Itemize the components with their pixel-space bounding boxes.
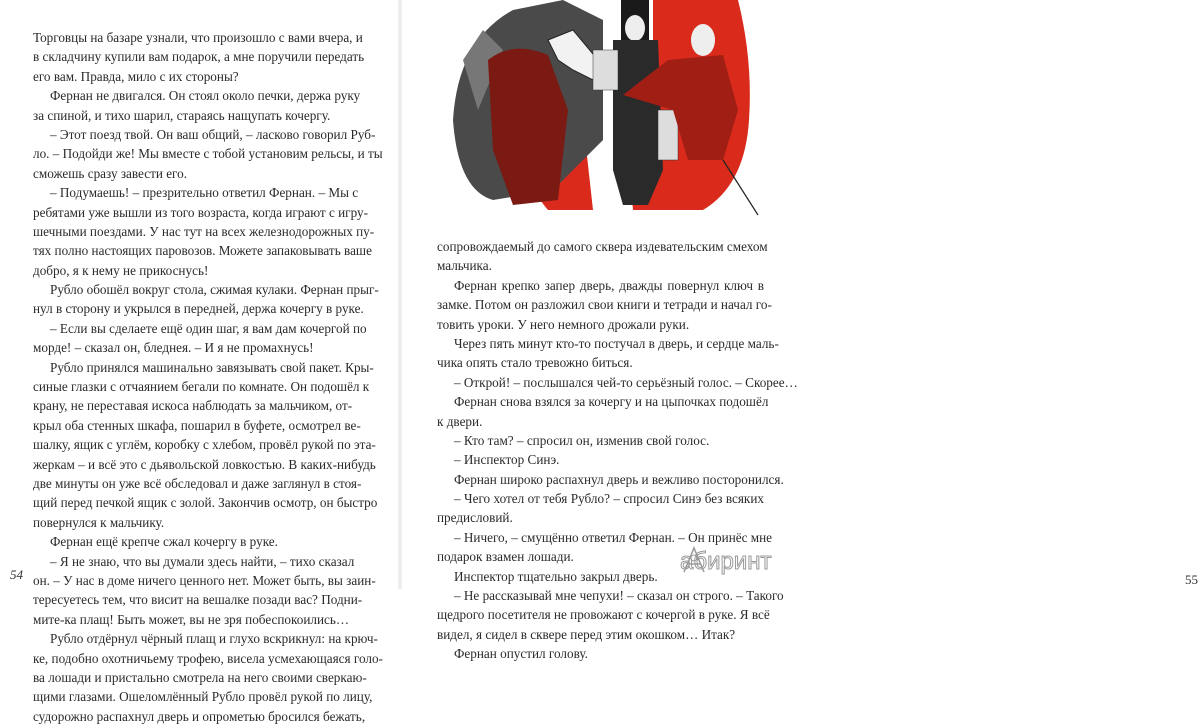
text-line: Инспектор тщательно закрыл дверь. bbox=[454, 568, 658, 584]
text-line: товить уроки. У него немного дрожали руки. bbox=[437, 316, 690, 332]
text-line: его вам. Правда, мило с их стороны? bbox=[33, 68, 239, 84]
text-line: сможешь сразу завести его. bbox=[33, 165, 188, 181]
text-line: Рубло принялся машинально завязывать свой пакет. Кры- bbox=[50, 359, 374, 375]
text-line: Фернан опустил голову. bbox=[454, 646, 588, 662]
text-line: видел, я сидел в сквере перед этим окошком… Итак? bbox=[437, 626, 736, 642]
text-line: щими глазами. Ошеломлённый Рубло провёл рукой по лицу, bbox=[33, 689, 373, 705]
text-line: – Если вы сделаете ещё один шаг, я вам дам кочергой по bbox=[50, 320, 367, 336]
text-line: Рубло отдёрнул чёрный плащ и глухо вскрикнул: на крюч- bbox=[50, 631, 378, 647]
text-line: щий перед печкой ящик с золой. Закончив осмотр, он быстро bbox=[33, 495, 378, 511]
text-line: синые глазки с отчаянием бегали по комнате. Он подошёл к bbox=[33, 379, 370, 395]
text-line: шечными поездами. У нас тут на всех железнодорожных пу- bbox=[33, 223, 375, 239]
illustration bbox=[453, 0, 773, 215]
text-line: морде! – сказал он, бледнея. – И я не промахнусь! bbox=[33, 340, 314, 356]
text-line: ке, подобно охотничьему трофею, висела усмехающаяся голо- bbox=[33, 650, 383, 666]
text-line: щедрого посетителя не провожают с кочергой в руке. Я всё bbox=[437, 607, 770, 623]
left-page-text bbox=[33, 28, 383, 726]
text-line: Рубло обошёл вокруг стола, сжимая кулаки. Фернан прыг- bbox=[50, 282, 379, 298]
text-line: ва лошади и пристально смотрела на него своими сверкаю- bbox=[33, 669, 367, 685]
text-line: Торговцы на базаре узнали, что произошло с вами вчера, и bbox=[33, 30, 363, 45]
text-line: – Этот поезд твой. Он ваш общий, – ласково говорил Руб- bbox=[50, 126, 376, 142]
right-page-text bbox=[437, 237, 798, 664]
page-number-right: 55 bbox=[1185, 572, 1198, 587]
text-line: в складчину купили вам подарок, а мне поручили передать bbox=[33, 49, 365, 65]
text-line: ло. – Подойди же! Мы вместе с тобой установим рельсы, и ты bbox=[33, 146, 383, 162]
text-line: чика опять стало тревожно биться. bbox=[437, 355, 633, 371]
text-line: две минуты он уже всё обследовал и даже заглянул в стоя- bbox=[33, 475, 362, 491]
text-line: за спиной, и тихо шарил, стараясь нащупать кочергу. bbox=[33, 107, 331, 123]
page-number-left: 54 bbox=[10, 567, 23, 582]
text-line: – Чего хотел от тебя Рубло? – спросил Синэ без всяких bbox=[454, 491, 764, 507]
text-line: предисловий. bbox=[437, 510, 513, 526]
text-line: мите-ка плащ! Быть может, вы не зря побеспокоились… bbox=[33, 611, 350, 627]
text-line: крану, не переставая искоса наблюдать за мальчиком, от- bbox=[33, 398, 353, 414]
text-line: – Ничего, – смущённо ответил Фернан. – Он принёс мне bbox=[454, 529, 773, 545]
text-line: жеркам – и всё это с дьявольской ловкостью. В каких-нибудь bbox=[33, 456, 376, 472]
text-line: Фернан снова взялся за кочергу и на цыпочках подошёл bbox=[454, 394, 769, 410]
text-line: – Инспектор Синэ. bbox=[454, 452, 560, 468]
text-line: судорожно распахнул дверь и опрометью бросился бежать, bbox=[33, 708, 366, 724]
text-line: повернулся к мальчику. bbox=[33, 514, 165, 530]
text-line: замке. Потом он разложил свои книги и тетради и начал го- bbox=[437, 297, 772, 313]
watermark-labirint: абиринт bbox=[680, 548, 772, 575]
text-line: – Открой! – послышался чей-то серьёзный голос. – Скорее… bbox=[454, 374, 798, 390]
text-line: – Кто там? – спросил он, изменив свой голос. bbox=[454, 432, 710, 448]
text-line: шалку, ящик с углём, коробку с хлебом, провёл рукой по эта- bbox=[33, 437, 376, 453]
text-line: тересуетесь тем, что висит на вешалке позади вас? Подни- bbox=[33, 592, 363, 608]
text-line: к двери. bbox=[437, 413, 483, 429]
text-line: Через пять минут кто-то постучал в дверь, и сердце маль- bbox=[454, 335, 779, 351]
text-line: сопровождаемый до самого сквера издевательским смехом bbox=[437, 239, 768, 254]
text-line: добро, я к нему не прикоснусь! bbox=[33, 262, 209, 278]
text-line: мальчика. bbox=[437, 258, 492, 274]
text-line: он. – У нас в доме ничего ценного нет. Может быть, вы заин- bbox=[33, 572, 376, 588]
left-page bbox=[0, 0, 400, 724]
text-line: – Подумаешь! – презрительно ответил Фернан. – Мы с bbox=[50, 185, 359, 201]
text-line: Фернан ещё крепче сжал кочергу в руке. bbox=[50, 534, 278, 550]
text-line: крыл оба стенных шкафа, пошарил в буфете, осмотрел ве- bbox=[33, 417, 361, 433]
text-line: Фернан широко распахнул дверь и вежливо посторонился. bbox=[454, 471, 784, 487]
text-line: – Я не знаю, что вы думали здесь найти, – тихо сказал bbox=[50, 553, 355, 569]
text-line: – Не рассказывай мне чепухи! – сказал он строго. – Такого bbox=[454, 588, 784, 604]
text-line: Фернан крепко запер дверь, дважды повернул ключ в bbox=[454, 277, 764, 293]
text-line: ребятами уже вышли из того возраста, когда играют с игру- bbox=[33, 204, 368, 220]
text-line: нул в сторону и укрылся в передней, держа кочергу в руке. bbox=[33, 301, 364, 317]
text-line: тях полно настоящих паровозов. Можете запаковывать ваше bbox=[33, 243, 372, 259]
text-line: подарок взамен лошади. bbox=[437, 549, 574, 565]
text-line: Фернан не двигался. Он стоял около печки, держа руку bbox=[50, 88, 361, 104]
